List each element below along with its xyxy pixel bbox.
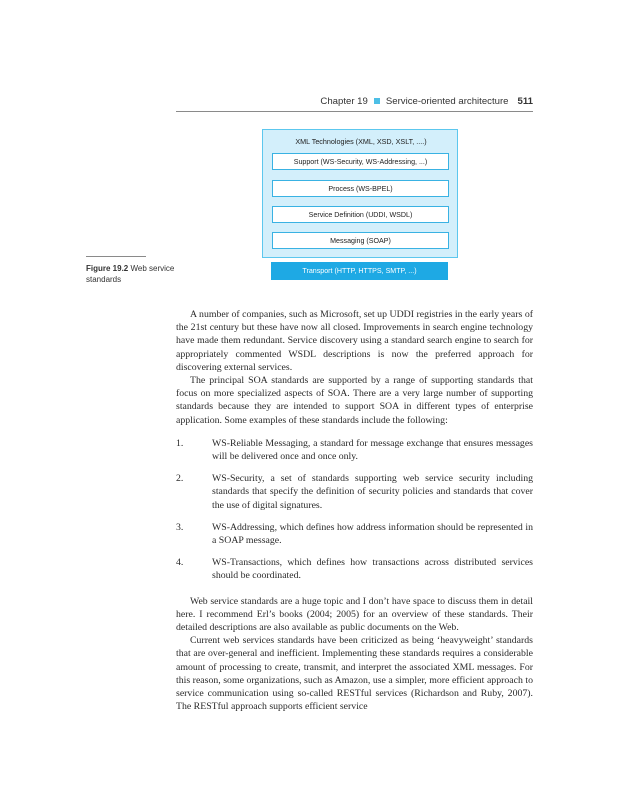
header-rule	[176, 111, 533, 112]
section-title: Service-oriented architecture	[385, 96, 509, 107]
figure-label: Figure 19.2	[86, 264, 129, 273]
paragraph: Web service standards are a huge topic and I don’t have space to discuss them in detail here. I recommend Erl’s books (2004; 2005) for an overview of these standards. Their detailed descriptions are also available as public documents on the Web.	[176, 595, 533, 634]
list-item	[176, 472, 533, 512]
body-text	[176, 308, 533, 713]
list-item	[176, 521, 533, 547]
figure-caption-text: Web service standards	[86, 264, 175, 284]
figure-caption	[86, 263, 176, 285]
list-number: 1.	[176, 437, 184, 449]
paragraph: A number of companies, such as Microsoft, set up UDDI registries in the early years of the 21st century but these have now all closed. Improvements in search engine technology have made them redundant. Service discovery using a standard search engine to search for appropriately commented WSDL descriptions is now the preferred approach for discovering external services.	[176, 309, 533, 373]
square-bullet-icon	[374, 98, 380, 104]
messaging-layer: Messaging (SOAP)	[272, 232, 449, 249]
process-layer: Process (WS-BPEL)	[272, 180, 449, 197]
page-number: 511	[517, 96, 533, 107]
xml-technologies-box	[262, 129, 458, 258]
support-layer: Support (WS-Security, WS-Addressing, ...)	[272, 153, 449, 170]
list-item	[176, 556, 533, 582]
transport-layer: Transport (HTTP, HTTPS, SMTP, ...)	[271, 262, 448, 280]
service-definition-layer: Service Definition (UDDI, WSDL)	[272, 206, 449, 223]
list-item-text: WS-Security, a set of standards supporting web service security including standards that specify the definition of security policies and standards that cover the use of digital signatures.	[212, 473, 533, 511]
chapter-label: Chapter 19	[320, 96, 368, 107]
paragraph: The principal SOA standards are supported by a range of supporting standards that focus on more specialized aspects of SOA. There are a very large number of supporting standards because they are intended to support SOA in different types of enterprise application. Some examples of these standards include the following:	[176, 375, 533, 426]
web-service-standards-diagram	[262, 129, 458, 281]
running-header	[176, 96, 533, 112]
list-item-text: WS-Addressing, which defines how address information should be represented in a SOAP message.	[212, 521, 533, 547]
list-number: 3.	[176, 521, 184, 533]
list-number: 2.	[176, 473, 184, 485]
paragraph: Current web services standards have been criticized as being ‘heavyweight’ standards that are over-general and inefficient. Implementing these standards requires a considerable amount of processing to create, transmit, and interpret the associated XML messages. For this reason, some organizations, such as Amazon, use a simpler, more efficient approach to service communication using so-called RESTful services (Richardson and Ruby, 2007). The RESTful approach supports efficient service	[176, 635, 533, 713]
list-item	[176, 437, 533, 463]
list-item-text: WS-Reliable Messaging, a standard for message exchange that ensures messages will be delivered once and once only.	[212, 437, 533, 463]
list-item-text: WS-Transactions, which defines how transactions across distributed services should be coordinated.	[212, 557, 533, 582]
xml-technologies-label: XML Technologies (XML, XSD, XSLT, ....)	[295, 137, 427, 146]
caption-rule	[86, 256, 146, 257]
list-number: 4.	[176, 557, 184, 569]
standards-list	[176, 437, 533, 583]
